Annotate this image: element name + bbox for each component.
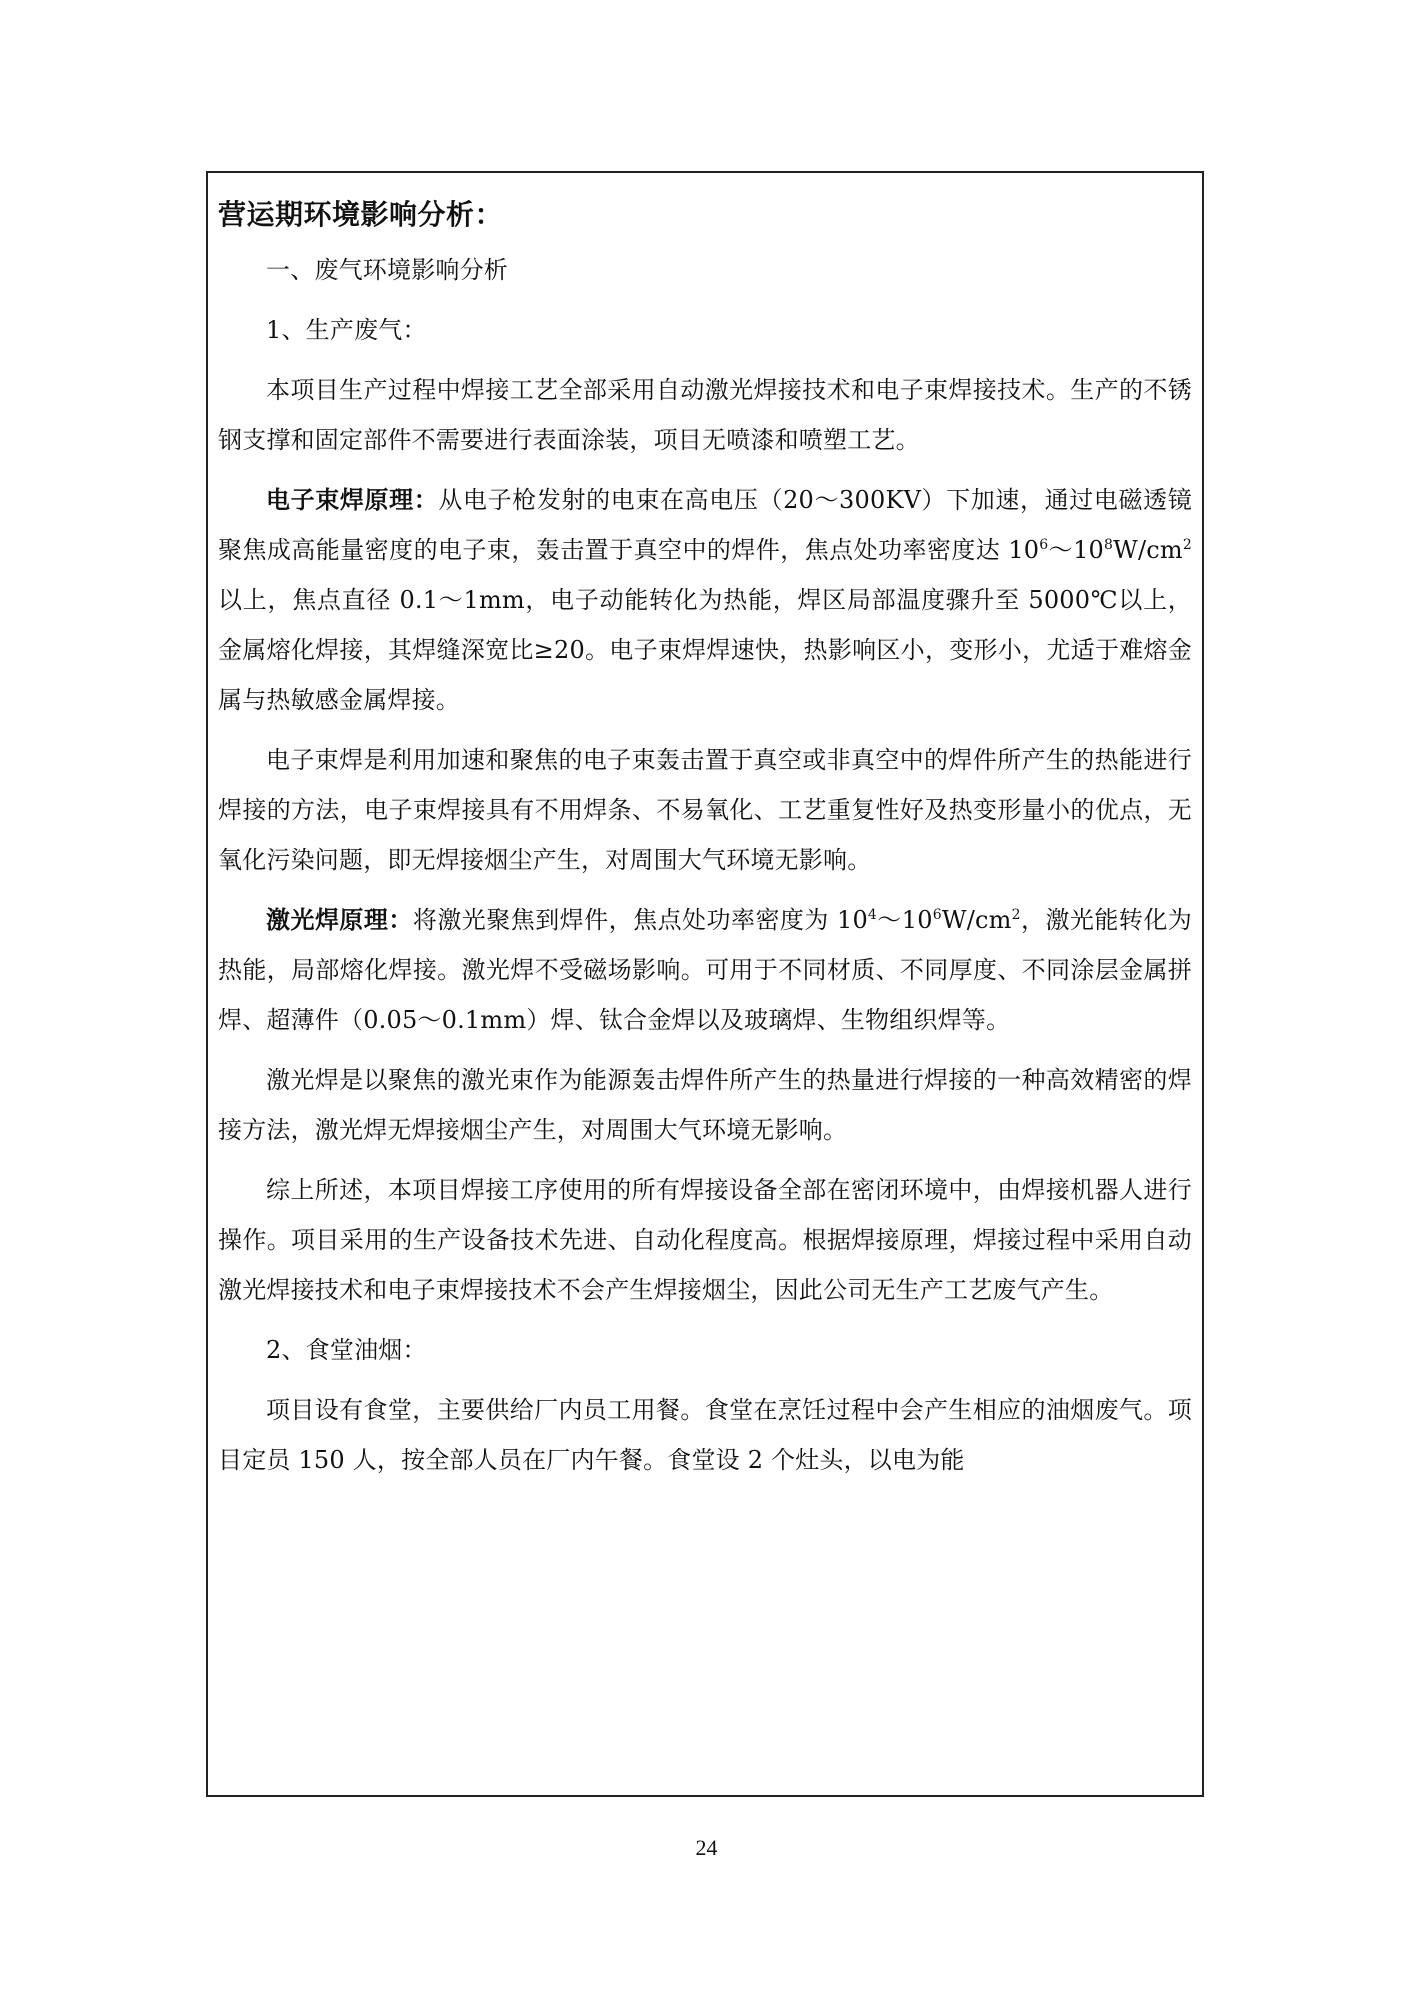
section-heading: 营运期环境影响分析： — [218, 198, 504, 231]
section-title-exhaust-gas: 一、废气环境影响分析 — [266, 256, 508, 284]
lbw-sup-3: 2 — [1011, 907, 1021, 923]
lbw-text-3: W/cm — [941, 906, 1012, 934]
lbw-sup-2: 6 — [932, 907, 942, 923]
lbw-text-1: 将激光聚焦到焊件，焦点处功率密度为 10 — [412, 906, 868, 934]
ebw-sup-1: 6 — [1039, 537, 1049, 553]
ebw-principle-label: 电子束焊原理： — [266, 485, 439, 514]
ebw-text-3: W/cm — [1113, 536, 1183, 564]
subsection-title-canteen-fumes: 2、食堂油烟： — [266, 1336, 427, 1364]
paragraph-ebw-principle — [218, 475, 1192, 725]
lbw-text-2: ～10 — [877, 906, 933, 934]
content-frame — [206, 171, 1204, 1797]
ebw-text-1: 从电子枪发射的电束在高电压（20～300KV）下加速，通过电磁透镜聚焦成高能量密度的电子束，轰击置于真空中的焊件，焦点处功率密度达 10 — [218, 486, 1192, 564]
paragraph-lbw-principle — [218, 895, 1192, 1045]
ebw-sup-2: 8 — [1104, 537, 1114, 553]
ebw-text-2: ～10 — [1048, 536, 1105, 564]
lbw-principle-label: 激光焊原理： — [266, 905, 413, 934]
paragraph-lbw-description: 激光焊是以聚焦的激光束作为能源轰击焊件所产生的热量进行焊接的一种高效精密的焊接方法，激光焊无焊接烟尘产生，对周围大气环境无影响。 — [218, 1066, 1192, 1144]
subsection-title-production-gas: 1、生产废气： — [266, 316, 427, 344]
paragraph-intro: 本项目生产过程中焊接工艺全部采用自动激光焊接技术和电子束焊接技术。生产的不锈钢支撑和固定部件不需要进行表面涂装，项目无喷漆和喷塑工艺。 — [218, 376, 1192, 454]
page-number: 24 — [695, 1835, 718, 1860]
lbw-text-4: ，激光能转化为热能，局部熔化焊接。激光焊不受磁场影响。可用于不同材质、不同厚度、不同涂层金属拼焊、超薄件（0.05～0.1mm）焊、钛合金焊以及玻璃焊、生物组织焊等。 — [218, 906, 1193, 1034]
ebw-sup-3: 2 — [1182, 537, 1193, 553]
ebw-text-4: 以上，焦点直径 0.1～1mm，电子动能转化为热能，焊区局部温度骤升至 5000℃以上，金属熔化焊接，其焊缝深宽比≥20。电子束焊焊速快，热影响区小，变形小，尤适于难熔金属与热敏感金属焊接。 — [218, 586, 1192, 714]
lbw-sup-1: 4 — [867, 907, 878, 923]
paragraph-ebw-description: 电子束焊是利用加速和聚焦的电子束轰击置于真空或非真空中的焊件所产生的热能进行焊接的方法，电子束焊接具有不用焊条、不易氧化、工艺重复性好及热变形量小的优点，无氧化污染问题，即无焊接烟尘产生，对周围大气环境无影响。 — [218, 746, 1192, 874]
paragraph-canteen: 项目设有食堂，主要供给厂内员工用餐。食堂在烹饪过程中会产生相应的油烟废气。项目定员 150 人，按全部人员在厂内午餐。食堂设 2 个灶头，以电为能 — [218, 1396, 1192, 1474]
paragraph-summary: 综上所述，本项目焊接工序使用的所有焊接设备全部在密闭环境中，由焊接机器人进行操作。项目采用的生产设备技术先进、自动化程度高。根据焊接原理，焊接过程中采用自动激光焊接技术和电子束焊接技术不会产生焊接烟尘，因此公司无生产工艺废气产生。 — [218, 1176, 1192, 1304]
